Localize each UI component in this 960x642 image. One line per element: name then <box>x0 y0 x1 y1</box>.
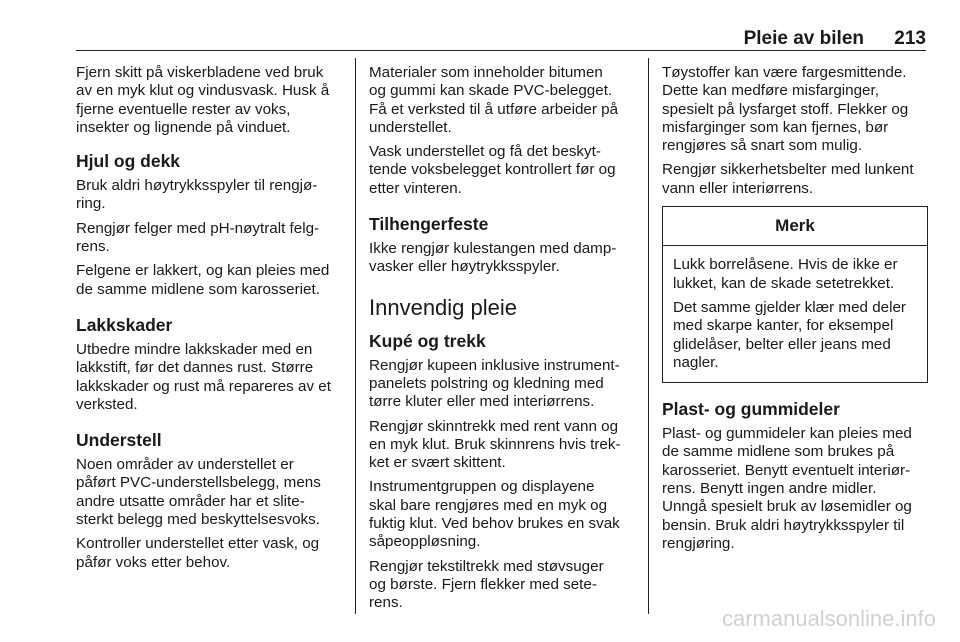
watermark-text: carmanualsonline.info <box>721 606 936 631</box>
paragraph: Rengjør skinntrekk med rent vann og en myk klut. Bruk skinnrens hvis trek- ket er svært skittent. <box>369 417 621 472</box>
paragraph: Tøystoffer kan være fargesmittende. Dette kan medføre misfarginger, spesielt på lysfarget stoff. Flekker og misfarginger som kan fjernes, bør rengjøres så snart som mulig. <box>662 64 909 155</box>
paragraph: Kontroller understellet etter vask, og påfør voks etter behov. <box>76 535 320 571</box>
page-title: Pleie av bilen <box>743 28 864 49</box>
chapter-heading-innvendig: Innvendig pleie <box>369 294 518 320</box>
paragraph: Plast- og gummideler kan pleies med de samme midlene som brukes på karosseriet. Benytt eventuelt interiør- rens. Benytt ingen andre midler. Unngå spesielt bruk av løsemidler og bensin. Bruk aldri høytrykksspyler til rengjøring. <box>662 425 912 552</box>
section-heading-plast: Plast- og gummideler <box>662 399 840 420</box>
section-heading-kupe: Kupé og trekk <box>369 330 486 351</box>
page-header <box>76 28 926 50</box>
paragraph: Ikke rengjør kulestangen med damp- vasker eller høytrykksspyler. <box>369 240 617 276</box>
page-number: 213 <box>894 28 926 49</box>
column-1 <box>76 64 346 578</box>
column-3 <box>662 64 928 559</box>
section-heading-understell: Understell <box>76 430 162 451</box>
paragraph: Bruk aldri høytrykksspyler til rengjø- ring. <box>76 177 318 213</box>
paragraph: Vask understellet og få det beskyt- tende voksbelegget kontrollert før og etter vinteren. <box>369 143 616 197</box>
note-paragraph: Lukk borrelåsene. Hvis de ikke er lukket, kan de skade setetrekket. <box>673 256 898 292</box>
paragraph: Noen områder av understellet er påført PVC-understellsbelegg, mens andre utsatte områder har et slite- sterkt belegg med beskyttelsesvoks. <box>76 456 321 529</box>
paragraph: Felgene er lakkert, og kan pleies med de samme midlene som karosseriet. <box>76 262 330 298</box>
note-box <box>662 206 928 383</box>
paragraph: Instrumentgruppen og displayene skal bare rengjøres med en myk og fuktig klut. Ved behov brukes en svak såpeoppløsning. <box>369 478 620 551</box>
note-title: Merk <box>663 207 927 246</box>
section-heading-tilhenger: Tilhengerfeste <box>369 214 489 235</box>
column-divider-2 <box>648 58 649 614</box>
column-2 <box>369 64 637 619</box>
header-rule <box>76 50 926 51</box>
paragraph: Rengjør tekstiltrekk med støvsuger og børste. Fjern flekker med sete- rens. <box>369 557 604 612</box>
paragraph: Rengjør sikkerhetsbelter med lunkent vann eller interiørrens. <box>662 161 914 197</box>
column-divider-1 <box>355 58 356 614</box>
paragraph: Utbedre mindre lakkskader med en lakkstift, før det dannes rust. Større lakkskader og rust må repareres av et verksted. <box>76 340 331 413</box>
paragraph: Rengjør kupeen inklusive instrument- panelets polstring og kledning med tørre kluter eller med interiørrens. <box>369 356 620 411</box>
note-paragraph: Det samme gjelder klær med deler med skarpe kanter, for eksempel glidelåser, belter eller jeans med nagler. <box>673 298 906 371</box>
note-body <box>663 246 927 382</box>
paragraph: Materialer som inneholder bitumen og gummi kan skade PVC-belegget. Få et verksted til å utføre arbeider på understellet. <box>369 64 619 136</box>
section-heading-hjul: Hjul og dekk <box>76 151 181 172</box>
intro-paragraph: Fjern skitt på viskerbladene ved bruk av en myk klut og vindusvask. Husk å fjerne eventuelle rester av voks, insekter og lignende på vinduet. <box>76 64 330 136</box>
section-heading-lakk: Lakkskader <box>76 314 173 335</box>
paragraph: Rengjør felger med pH-nøytralt felg- rens. <box>76 219 320 256</box>
